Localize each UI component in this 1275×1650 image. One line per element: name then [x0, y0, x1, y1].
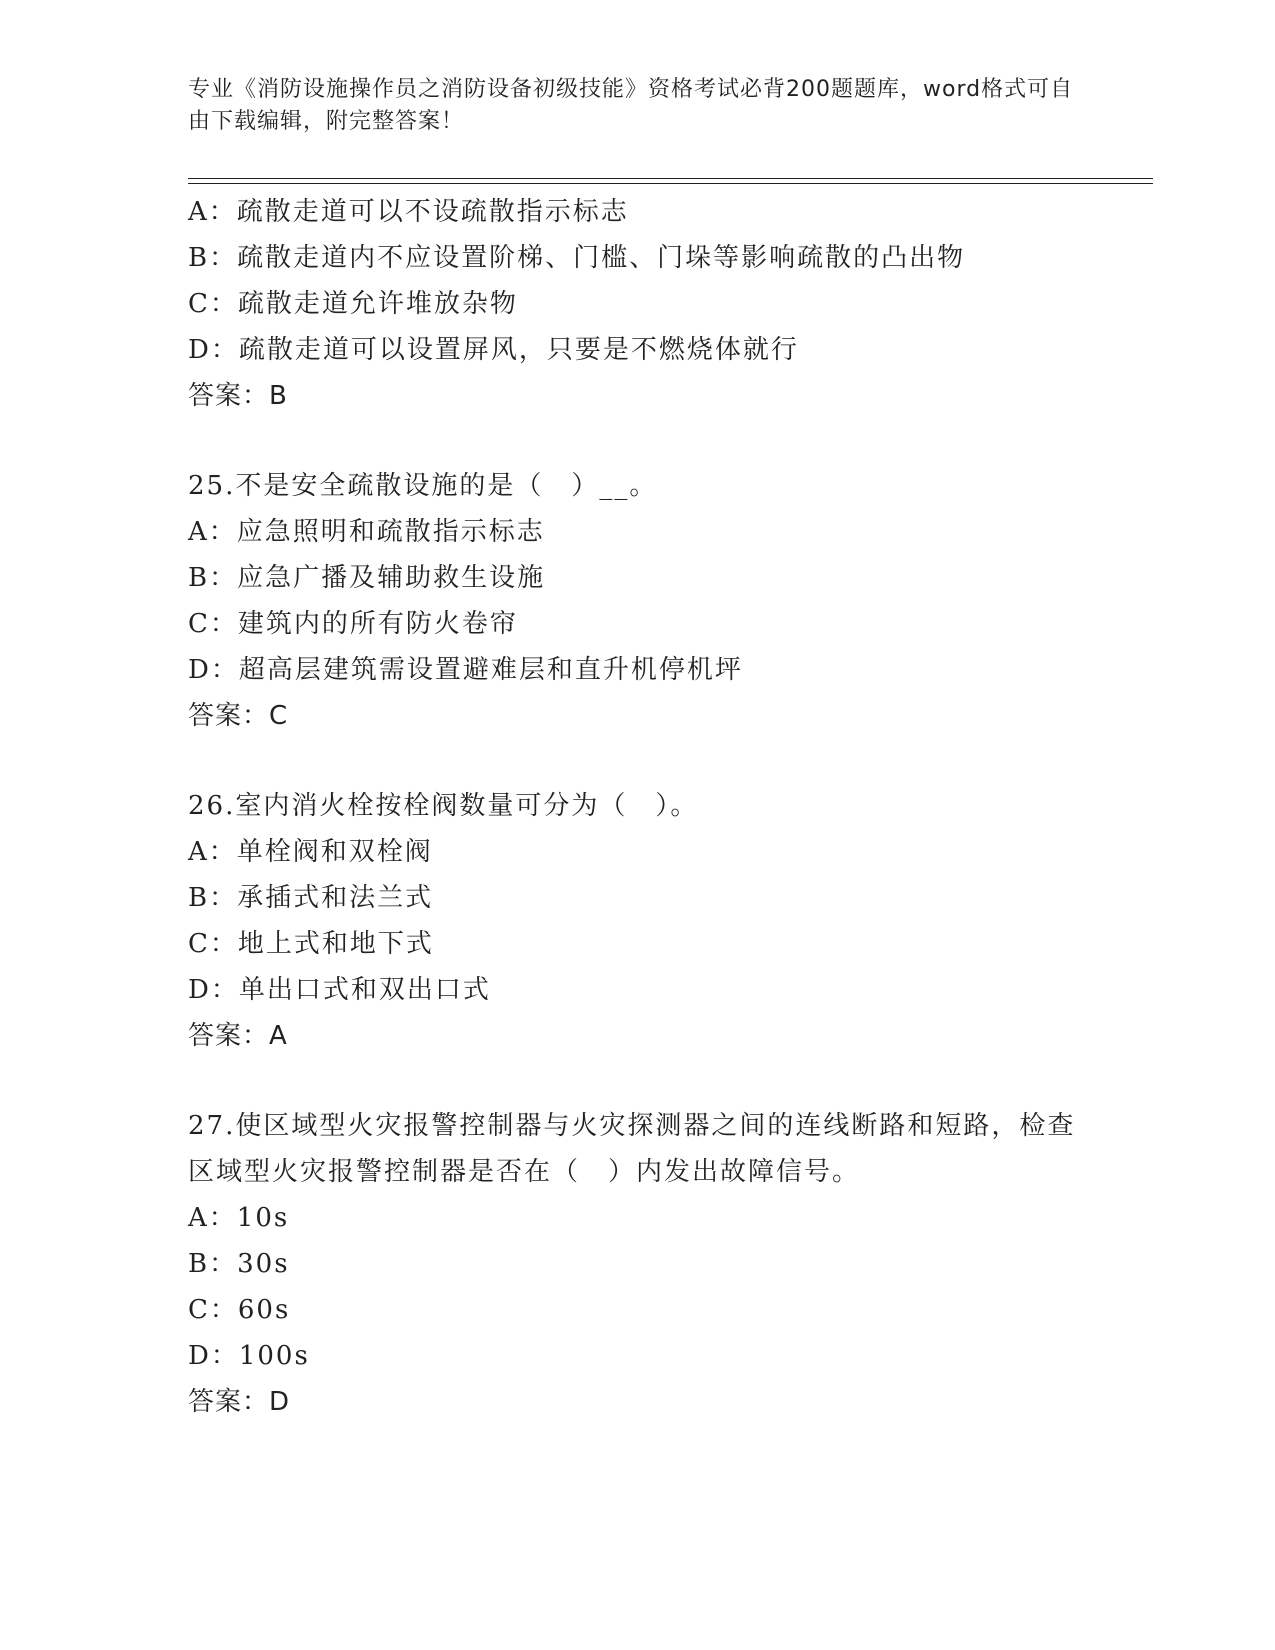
option-c: C：建筑内的所有防火卷帘 [188, 609, 518, 639]
header-rule-bottom [188, 183, 1153, 184]
option-c: C：地上式和地下式 [188, 929, 434, 959]
spacer [188, 739, 1088, 783]
answer-line: 答案：B [188, 381, 288, 411]
answer-line: 答案：C [188, 701, 289, 731]
header-rule-top [188, 178, 1153, 179]
spacer [188, 1059, 1088, 1103]
option-c: C：疏散走道允许堆放杂物 [188, 289, 518, 319]
question-block [188, 463, 1088, 739]
option-d: D：疏散走道可以设置屏风，只要是不燃烧体就行 [188, 335, 799, 365]
option-b: B：应急广播及辅助救生设施 [188, 563, 546, 593]
option-a: A：单栓阀和双栓阀 [188, 837, 433, 867]
document-content [188, 189, 1088, 1425]
option-b: B：疏散走道内不应设置阶梯、门槛、门垛等影响疏散的凸出物 [188, 243, 966, 273]
spacer [188, 419, 1088, 463]
option-d: D：单出口式和双出口式 [188, 975, 491, 1005]
option-d: D：超高层建筑需设置避难层和直升机停机坪 [188, 655, 743, 685]
option-a: A：应急照明和疏散指示标志 [188, 517, 545, 547]
option-b: B：承插式和法兰式 [188, 883, 434, 913]
question-stem: 25.不是安全疏散设施的是（ ）__。 [188, 471, 658, 501]
question-fragment [188, 189, 1088, 419]
option-a: A：10s [188, 1203, 290, 1233]
question-block [188, 783, 1088, 1059]
option-c: C：60s [188, 1295, 291, 1325]
option-b: B：30s [188, 1249, 290, 1279]
option-a: A：疏散走道可以不设疏散指示标志 [188, 197, 629, 227]
question-stem: 27.使区域型火灾报警控制器与火灾探测器之间的连线断路和短路，检查区域型火灾报警控制器是否在（ ）内发出故障信号。 [188, 1111, 1076, 1187]
document-header: 专业《消防设施操作员之消防设备初级技能》资格考试必背200题题库，word格式可自由下载编辑，附完整答案！ [188, 77, 1074, 134]
answer-line: 答案：A [188, 1021, 288, 1051]
answer-line: 答案：D [188, 1387, 291, 1417]
option-d: D：100s [188, 1341, 310, 1371]
question-block [188, 1103, 1088, 1425]
question-stem: 26.室内消火栓按栓阀数量可分为（ ）。 [188, 791, 699, 821]
